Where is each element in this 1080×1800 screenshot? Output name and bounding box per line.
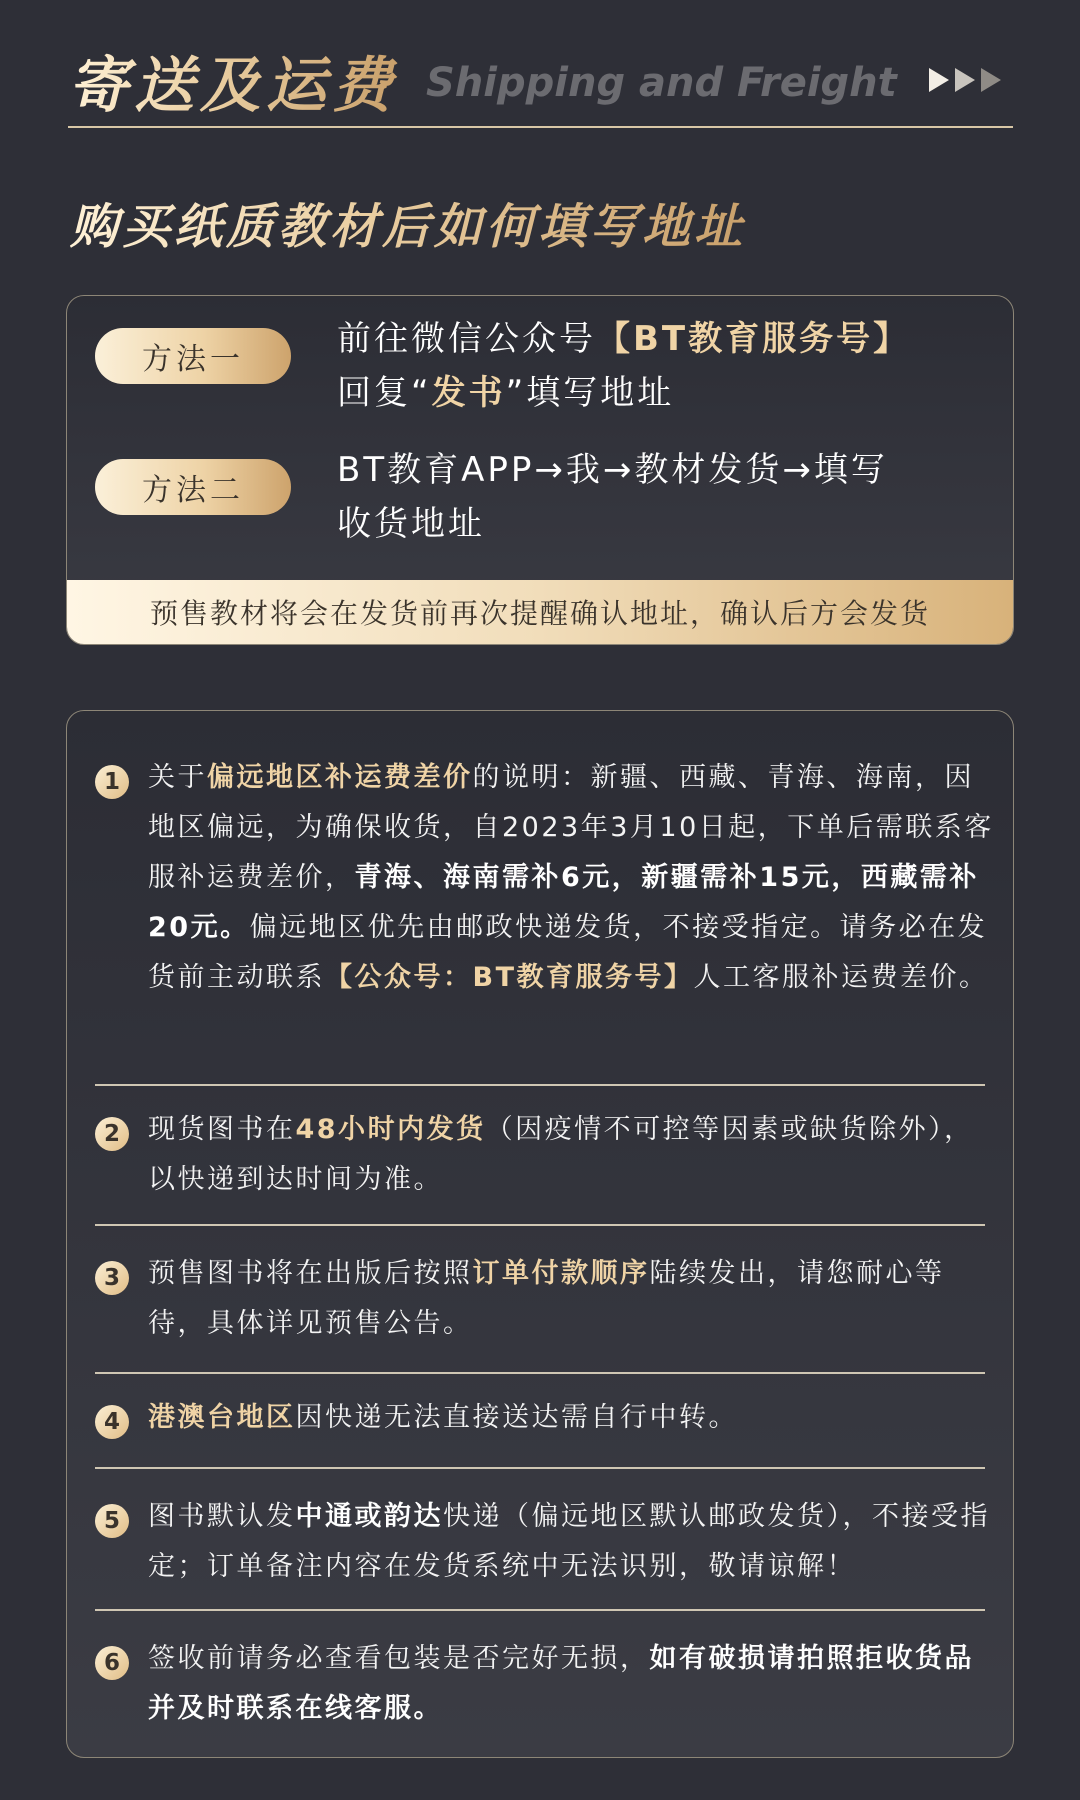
rule-text: 关于偏远地区补运费差价的说明：新疆、西藏、青海、海南，因地区偏远，为确保收货，自2023年3月10日起，下单后需联系客服补运费差价，青海、海南需补6元，新疆需补15元，西藏需补20元。偏远地区优先由邮政快递发货，不接受指定。请务必在发货前主动联系【公众号：BT教育服务号】人工客服补运费差价。 [148,762,994,993]
divider [95,1084,985,1086]
official-account-name: 【BT教育服务号】 [596,319,911,359]
arrow-right-icon [929,68,949,92]
number-badge: 6 [95,1646,129,1680]
method-one-badge: 方法一 [95,328,291,384]
arrow-right-icon [981,68,1001,92]
rule-text: 签收前请务必查看包装是否完好无损，如有破损请拍照拒收货品并及时联系在线客服。 [148,1643,974,1724]
method-two-badge: 方法二 [95,459,291,515]
method-two-text: BT教育APP→我→教材发货→填写 收货地址 [337,450,888,544]
reply-keyword: 发书 [431,373,506,413]
number-badge: 4 [95,1405,129,1439]
arrow-right-icon [955,68,975,92]
presale-notice-bar: 预售教材将会在发货前再次提醒确认地址，确认后方会发货 [67,580,1013,644]
rule-text: 图书默认发中通或韵达快递（偏远地区默认邮政发货），不接受指定；订单备注内容在发货系统中无法识别，敬请谅解！ [148,1501,990,1582]
divider [95,1224,985,1226]
address-methods-card [66,295,1014,645]
section-title: 购买纸质教材后如何填写地址 [70,188,746,257]
number-badge: 5 [95,1504,129,1538]
divider [95,1609,985,1611]
divider [95,1467,985,1469]
triple-arrow-icon [929,68,1001,92]
number-badge: 3 [95,1261,129,1295]
page-header [68,36,1013,128]
number-badge: 1 [95,765,129,799]
number-badge: 2 [95,1117,129,1151]
rule-text: 预售图书将在出版后按照订单付款顺序陆续发出，请您耐心等待，具体详见预售公告。 [148,1258,945,1339]
page-subtitle: Shipping and Freight [426,60,897,106]
rule-text: 现货图书在48小时内发货（因疫情不可控等因素或缺货除外），以快递到达时间为准。 [148,1114,974,1195]
shipping-rules-card [66,710,1014,1758]
method-one-text: 前往微信公众号【BT教育服务号】 回复“发书”填写地址 [337,319,911,413]
rule-text: 港澳台地区因快递无法直接送达需自行中转。 [148,1402,738,1433]
header-divider [68,126,1013,128]
divider [95,1372,985,1374]
page-title: 寄送及运费 [68,38,398,124]
